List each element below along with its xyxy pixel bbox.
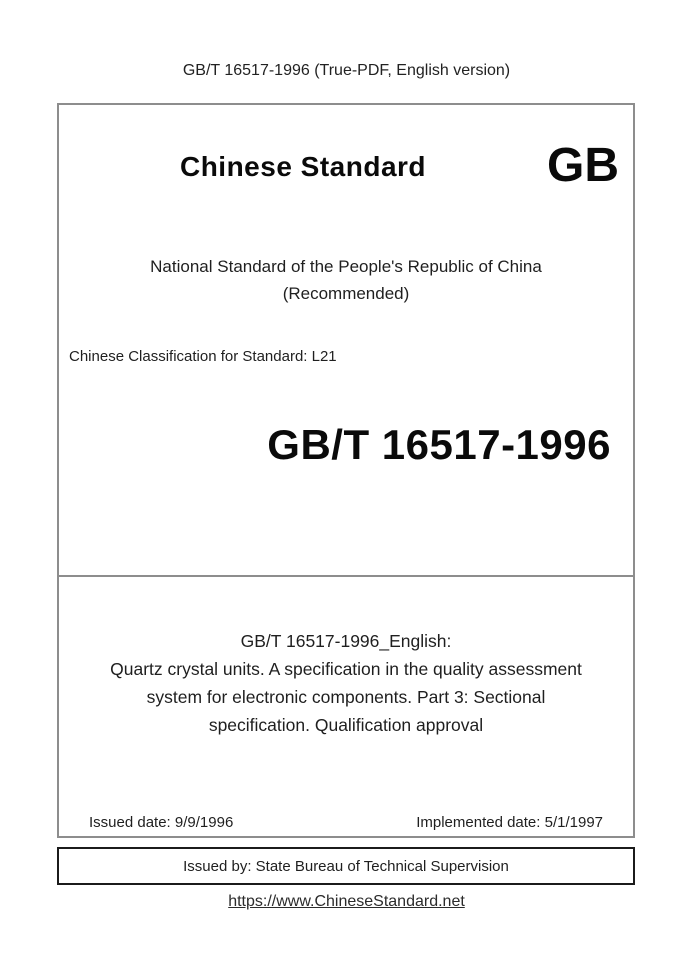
gb-logo: GB: [547, 139, 619, 192]
national-standard-line: National Standard of the People's Republic of China: [150, 257, 542, 276]
standard-cover-box: [57, 103, 635, 838]
english-title: GB/T 16517-1996_English:: [240, 631, 452, 651]
classification-line: Chinese Classification for Standard: L21: [69, 348, 337, 365]
description-line: Quartz crystal units. A specification in the quality assessment: [110, 659, 582, 679]
recommended-line: (Recommended): [282, 284, 410, 303]
english-title-block: [59, 627, 633, 739]
document-header-title: GB/T 16517-1996 (True-PDF, English version): [182, 62, 511, 79]
description-line: system for electronic components. Part 3: Sectional: [146, 687, 546, 707]
issuer-text: Issued by: State Bureau of Technical Supervision: [183, 857, 509, 875]
cover-bottom-section: [59, 575, 633, 836]
description-line: specification. Qualification approval: [208, 715, 484, 735]
issuer-box: [57, 847, 635, 885]
implemented-date: Implemented date: 5/1/1997: [416, 814, 603, 831]
issued-date: Issued date: 9/9/1996: [89, 814, 234, 831]
cover-title: Chinese Standard: [179, 151, 427, 182]
footer: [0, 893, 693, 911]
dates-row: [89, 814, 603, 831]
standard-number: GB/T 16517-1996: [267, 421, 611, 468]
footer-website-link[interactable]: https://www.ChineseStandard.net: [228, 893, 465, 910]
national-standard-block: [59, 253, 633, 307]
